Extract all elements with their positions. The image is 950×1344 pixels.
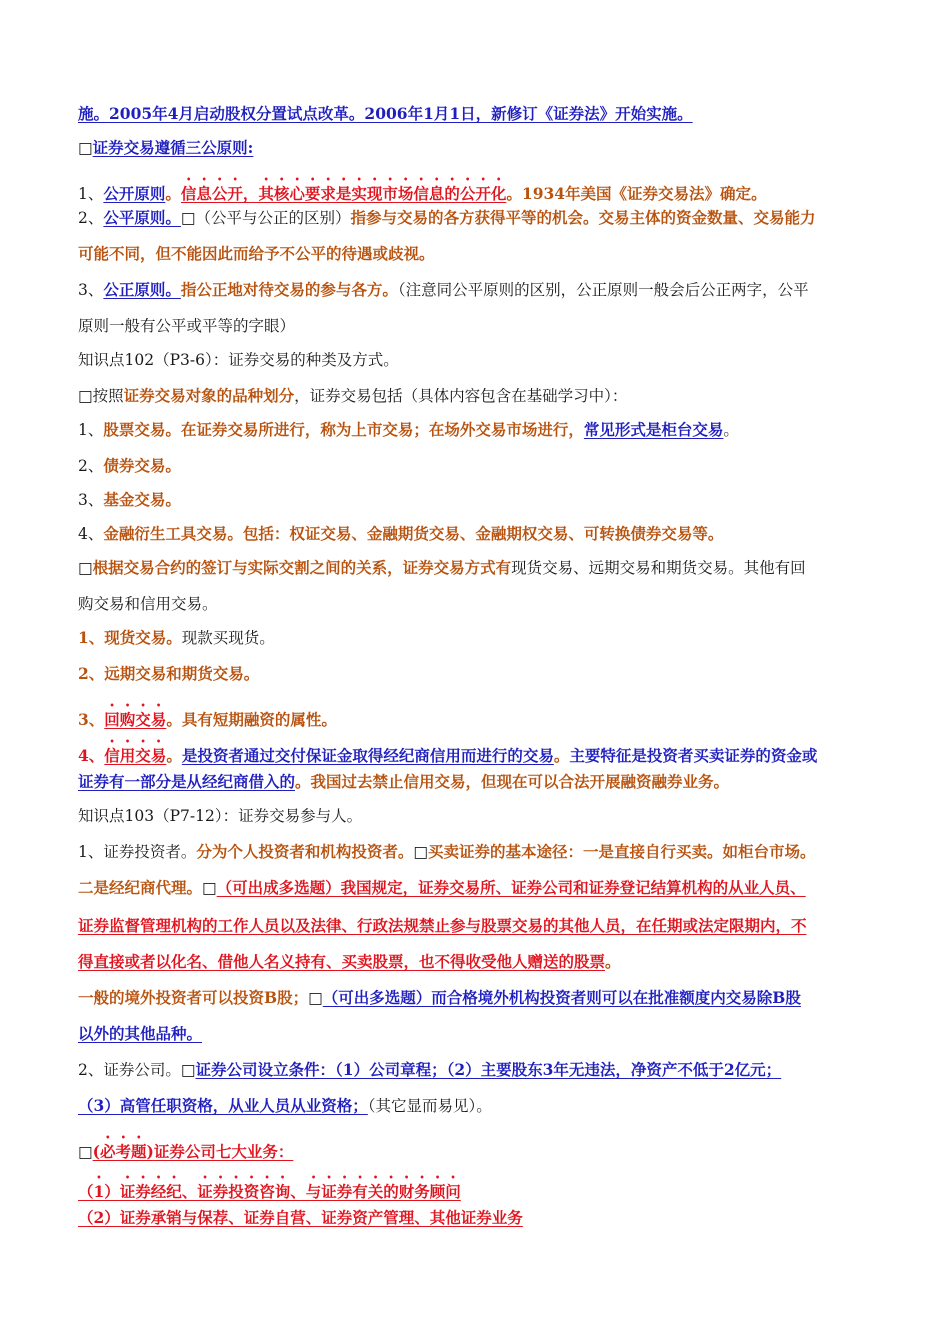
list-item: 2、远期交易和期货交易。 <box>78 664 260 683</box>
paragraph-line: 原则一般有公平或平等的字眼） <box>78 317 296 335</box>
paragraph-line: □按照证券交易对象的品种划分，证券交易包括（具体内容包含在基础学习中）： <box>78 386 628 405</box>
principle-name: 公平原则。 <box>103 208 181 227</box>
paragraph-line: 证券监督管理机构的工作人员以及法律、行政法规禁止参与股票交易的其他人员，在任期或法定限期内，不 <box>78 916 807 935</box>
paragraph-line: 2、公平原则。□（公平与公正的区别）指参与交易的各方获得平等的机会。交易主体的资金数量、交易能力 <box>78 208 816 227</box>
list-item: 4、信用交易。是投资者通过交付保证金取得经纪商信用而进行的交易。主要特征是投资者买卖证券的资金或 <box>78 746 818 765</box>
paragraph-line: 一般的境外投资者可以投资B股；□（可出多选题）而合格境外机构投资者则可以在批准额度内交易除B股 <box>78 988 801 1007</box>
knowledge-point-heading: 知识点102（P3-6）：证券交易的种类及方式。 <box>78 351 399 369</box>
list-item: 1、证券投资者。分为个人投资者和机构投资者。□买卖证券的基本途径：一是直接自行买卖。如柜台市场。 <box>78 842 816 861</box>
paragraph-line <box>78 138 253 158</box>
emphasis-text: 信息公开，其核心要求是实现市场信息的公开化 <box>180 184 507 203</box>
paragraph-line: 购交易和信用交易。 <box>78 595 218 613</box>
list-item: 3、回购交易。具有短期融资的属性。 <box>78 710 337 729</box>
list-item: 2、债券交易。 <box>78 456 181 475</box>
list-item: 2、证券公司。□证券公司设立条件：（1）公司章程；（2）主要股东3年无违法，净资产不低于2亿元； <box>78 1060 782 1079</box>
section-heading: 证券交易遵循三公原则: <box>92 138 254 157</box>
knowledge-point-heading: 知识点103（P7-12）：证券交易参与人。 <box>78 807 363 825</box>
paragraph-line: 证券有一部分是从经纪商借入的。我国过去禁止信用交易，但现在可以合法开展融资融券业务。 <box>78 772 730 791</box>
principle-name: 公正原则。 <box>103 280 181 299</box>
list-item: （1）证券经纪、证券投资咨询、与证券有关的财务顾问 <box>78 1182 461 1201</box>
paragraph-line <box>78 104 693 124</box>
paragraph-line: 得直接或者以化名、借他人名义持有、买卖股票，也不得收受他人赠送的股票。 <box>78 952 621 971</box>
history-text: 施。2005年4月启动股权分置试点改革。2006年1月1日，新修订《证券法》开始实施。 <box>78 104 693 123</box>
list-item: 3、基金交易。 <box>78 490 181 509</box>
list-item: （2）证券承销与保荐、证券自营、证券资产管理、其他证券业务 <box>78 1208 523 1227</box>
section-heading: □(必考题)证券公司七大业务： <box>78 1142 294 1161</box>
paragraph-line: 以外的其他品种。 <box>78 1024 203 1043</box>
list-item: 1、现货交易。现款买现货。 <box>78 628 275 647</box>
list-item: 4、金融衍生工具交易。包括：权证交易、金融期货交易、金融期权交易、可转换债券交易等。 <box>78 524 724 543</box>
principle-name: 公开原则 <box>103 184 166 203</box>
paragraph-line: 二是经纪商代理。□（可出成多选题）我国规定，证券交易所、证券公司和证券登记结算机构的从业人员、 <box>78 878 806 897</box>
paragraph-line: □根据交易合约的签订与实际交割之间的关系，证券交易方式有现货交易、远期交易和期货交易。其他有回 <box>78 558 806 577</box>
list-item: 1、股票交易。在证券交易所进行，称为上市交易；在场外交易市场进行，常见形式是柜台交易。 <box>78 420 739 439</box>
paragraph-line: 1、公开原则。信息公开，其核心要求是实现市场信息的公开化。1934年美国《证券交易法》确定。 <box>78 184 767 203</box>
checkbox-icon: □ <box>78 139 93 157</box>
paragraph-line: 3、公正原则。指公正地对待交易的参与各方。（注意同公平原则的区别，公正原则一般会后公正两字，公平 <box>78 280 809 299</box>
paragraph-line: 可能不同，但不能因此而给予不公平的待遇或歧视。 <box>78 244 435 263</box>
paragraph-line: （3）高管任职资格，从业人员从业资格；（其它显而易见）。 <box>78 1096 492 1115</box>
